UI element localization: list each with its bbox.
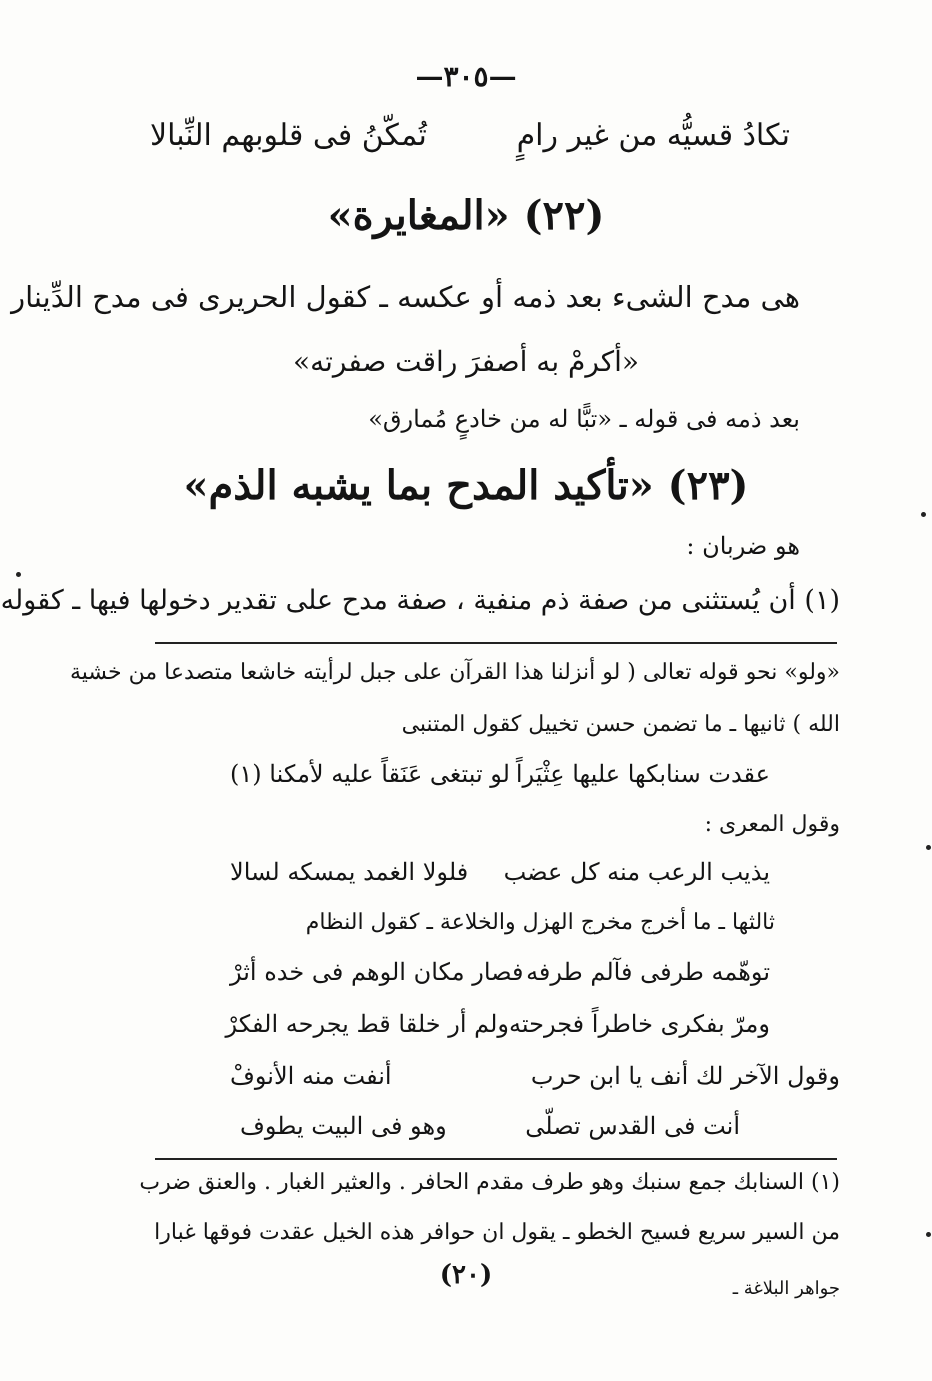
footnote-line1: (١) السنابك جمع سنبك وهو طرف مقدم الحافر . والعثير الغبار . والعنق ضرب: [139, 1170, 840, 1195]
continuation-line2: الله ) ثانيها ـ ما تضمن حسن تخييل كقول المتنبى: [401, 712, 840, 737]
verse-2: [230, 858, 770, 886]
section-23-heading: (٢٣) «تأكيد المدح بما يشبه الذم»: [183, 462, 749, 509]
verse-1-right: عقدت سنابكها عليها عِثْيَراً: [515, 760, 770, 788]
verse-5: [230, 1062, 840, 1090]
section-22-heading: (٢٢) «المغايرة»: [327, 192, 605, 239]
verse-4-left: ولم أر خلقا قط يجرحه الفكرْ: [225, 1010, 509, 1038]
verse-6-left: وهو فى البيت يطوف: [240, 1112, 447, 1140]
top-verse-left-hemistich: تُمكّنُ فى قلوبهم النِّبالا: [150, 118, 427, 153]
upper-divider: [155, 642, 837, 644]
verse-5-left: أنفت منه الأنوفْ: [230, 1062, 392, 1090]
signature-number: (٢٠): [439, 1260, 493, 1290]
verse-2-right: يذيب الرعب منه كل عضب: [503, 858, 770, 886]
verse-3-right: توهّمه طرفى فآلم طرفه: [526, 958, 770, 986]
section-22-quote: «أكرمْ به أصفرَ راقت صفرته»: [292, 345, 640, 378]
verse-3: [230, 958, 770, 986]
footnote-divider: [155, 1158, 837, 1160]
verse-5-right: وقول الآخر لك أنف يا ابن حرب: [530, 1062, 840, 1090]
verse-4: [225, 1010, 770, 1038]
section-22-definition: هى مدح الشىء بعد ذمه أو عكسه ـ كقول الحريرى فى مدح الدِّينار: [11, 280, 800, 314]
verse-3-left: فصار مكان الوهم فى خده أثرْ: [230, 958, 524, 986]
verse-6: [240, 1112, 740, 1140]
footnote-line2: من السير سريع فسيح الخطو ـ يقول ان حوافر هذه الخيل عقدت فوقها غبارا: [154, 1220, 840, 1245]
verse-6-right: أنت فى القدس تصلّى: [525, 1112, 740, 1140]
book-signature: جواهر البلاغة ـ: [732, 1278, 840, 1299]
verse-1-left: لو تبتغى عَنَقاً عليه لأمكنا (١): [230, 760, 510, 788]
page-number: —٣٠٥—: [415, 60, 517, 93]
scan-speck: [926, 845, 931, 850]
verse-4-right: ومرّ بفكرى خاطراً فجرحته: [509, 1010, 770, 1038]
verse-2-left: فلولا الغمد يمسكه لسالا: [230, 858, 469, 886]
top-verse-right-hemistich: تكادُ قسيُّه من غير رامٍ: [516, 118, 790, 153]
section-23-intro: هو ضربان :: [686, 532, 800, 560]
verse-1: [230, 760, 770, 788]
section-23-item1: (١) أن يُستثنى من صفة ذم منفية ، صفة مدح على تقدير دخولها فيها ـ كقوله: [0, 585, 840, 616]
scan-speck: [16, 572, 21, 577]
top-verse: [150, 118, 790, 153]
continuation-line3: وقول المعرى :: [704, 812, 840, 837]
section-22-line2: بعد ذمه فى قوله ـ «تبًّا له من خادعٍ مُمارق»: [368, 405, 800, 433]
scan-speck: [921, 512, 926, 517]
continuation-line1: «ولو» نحو قوله تعالى ( لو أنزلنا هذا القرآن على جبل لرأيته خاشعا متصدعا من خشية: [69, 660, 840, 685]
continuation-line4: ثالثها ـ ما أخرج مخرج الهزل والخلاعة ـ كقول النظام: [305, 910, 775, 935]
scan-speck: [926, 1232, 931, 1237]
